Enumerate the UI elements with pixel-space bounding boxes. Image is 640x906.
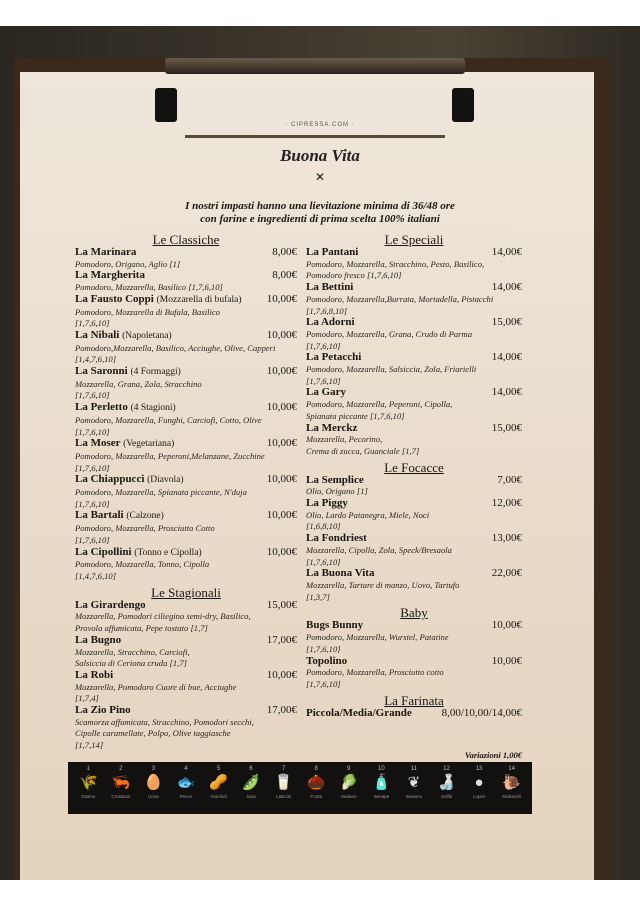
shrimp-icon: 🦐 [111, 775, 131, 791]
item-ingredients: [1,7,6,10] [306, 556, 341, 567]
utensils-icon: ✕ [314, 170, 326, 184]
allergen [73, 766, 103, 814]
item-header [306, 620, 522, 632]
item-name [306, 475, 364, 487]
item-header [75, 635, 297, 647]
item-ingredients: Pomodoro, Mozzarella, Prosciutto Cotto [75, 523, 215, 534]
item-header [75, 402, 297, 415]
menu-item [75, 294, 297, 330]
item-name-text: La Adorni [306, 316, 355, 329]
item-name-text: La Petacchi [306, 351, 362, 364]
allergen [106, 766, 136, 814]
menu-item [75, 547, 297, 583]
menu-item [306, 656, 522, 691]
item-ingredients: Pomodoro, Mozzarella, Peperoni, Cipolla, [306, 399, 453, 410]
lupin-icon: ● [474, 775, 484, 791]
item-ingredients: [1,7,4] [75, 693, 99, 704]
item-name [306, 423, 357, 435]
item-header [306, 708, 522, 720]
allergen [138, 766, 168, 814]
menu-item [75, 270, 297, 293]
allergen-number: 8 [314, 766, 318, 772]
allergen-label: Senape [373, 794, 390, 799]
item-price: 15,00€ [491, 421, 522, 434]
item-price: 10,00€ [266, 509, 297, 522]
item-name [306, 282, 353, 294]
allergen-number: 7 [281, 766, 286, 772]
menu-item [306, 620, 522, 655]
site-name: · CIPRESSA.COM · [285, 122, 355, 128]
allergen-label: Uova [148, 794, 159, 799]
allergen-number: 1 [86, 766, 90, 772]
item-name-text: La Fondriest [306, 532, 367, 545]
item-variant: (Diavola) [147, 475, 184, 486]
item-ingredients: [1,7,6,10] [75, 534, 110, 545]
item-ingredients: [1,7,14] [75, 740, 104, 751]
item-name [306, 568, 374, 580]
item-name-text: La Merckz [306, 421, 358, 434]
item-name [75, 438, 174, 451]
item-header [306, 533, 522, 545]
item-ingredients: Pomodoro, Mozzarella, Peperoni,Melanzane, Zucchine [75, 450, 265, 461]
nut-icon: 🌰 [306, 775, 326, 791]
item-name-text: La Semplice [306, 473, 364, 486]
allergen-number: 10 [378, 766, 385, 772]
clip-wire [185, 135, 445, 138]
variazioni-note: Variazioni 1,00€ [464, 750, 522, 760]
item-ingredients: [1,3,7] [306, 591, 330, 602]
item-ingredients: Pomodoro, Mozzarella, Funghi, Carciofi, Cotto, Olive [75, 414, 262, 425]
menu-item [75, 670, 297, 705]
allergen-number: 4 [184, 766, 188, 772]
allergen [236, 766, 266, 814]
soy-icon: 🫛 [241, 775, 261, 791]
item-variant: (Vegetariana) [123, 439, 175, 450]
item-price: 14,00€ [491, 246, 522, 258]
item-name [75, 366, 181, 379]
allergen-number: 6 [249, 766, 253, 772]
item-ingredients: Provola affumicata, Pepe tostato [1,7] [75, 623, 208, 634]
item-header [306, 423, 522, 435]
item-name-text: La Zio Pino [75, 704, 131, 717]
allergen [464, 766, 494, 814]
item-ingredients: Olio, Origano [1] [306, 486, 368, 497]
item-name [75, 670, 113, 682]
clip-bar [165, 58, 465, 74]
item-ingredients: [1,7,6,10] [75, 390, 110, 401]
menu-item [75, 247, 297, 270]
item-ingredients: Pomodoro, Mozzarella,Burrata, Mortadella, Pistacchi [306, 293, 494, 304]
menu-item [306, 533, 522, 568]
item-ingredients: Pomodoro,Mozzarella, Basilico, Acciughe, Olive, Capperi [75, 342, 276, 353]
allergen-label: Latticini [276, 794, 292, 799]
item-ingredients: Pomodoro, Mozzarella, Grana, Crudo di Parma [306, 328, 472, 339]
allergen-label: Sesamo [405, 794, 423, 799]
item-price: 14,00€ [491, 386, 522, 399]
allergen-label: Solfiti [440, 794, 452, 799]
item-ingredients: [1,4,7,6,10] [75, 354, 117, 365]
clip-left [155, 88, 177, 122]
allergen-number: 12 [443, 766, 450, 772]
item-price: 22,00€ [491, 567, 522, 580]
celery-icon: 🥬 [339, 775, 359, 791]
item-name [306, 387, 346, 399]
item-name-text: La Moser [75, 437, 121, 450]
sulphite-bottle-icon: 🍶 [437, 775, 456, 791]
item-ingredients: [1,7,6,10] [306, 678, 341, 689]
item-ingredients: [1,7,6,10] [75, 426, 110, 437]
item-name [306, 620, 363, 632]
item-header [306, 568, 522, 580]
item-name [75, 635, 121, 647]
menu-item [75, 510, 297, 546]
item-variant: (Napoletana) [122, 330, 172, 341]
fish-icon: 🐟 [176, 775, 196, 791]
clip-right [452, 88, 474, 122]
item-price: 15,00€ [491, 316, 522, 329]
item-ingredients: Cipolle caramellate, Polpo, Olive taggiasche [75, 728, 231, 739]
left-column [75, 230, 297, 752]
item-header [75, 438, 297, 451]
item-name-text: La Saronni [75, 365, 128, 378]
item-ingredients: [1,6,8,10] [306, 521, 341, 532]
item-ingredients: Mozzarella, Cipolla, Zola, Speck/Bresaola [306, 544, 452, 555]
item-header [75, 294, 297, 307]
section-title: Le Classiche [152, 232, 220, 247]
allergen [399, 766, 429, 814]
item-price: 10,00€ [266, 401, 297, 414]
menu-item [75, 330, 297, 366]
item-header [306, 247, 522, 259]
item-price: 10,00€ [266, 292, 297, 305]
item-price: 14,00€ [491, 351, 522, 364]
allergen-label: Sedano [341, 794, 357, 799]
menu-item [75, 474, 297, 510]
bottom-margin [0, 880, 640, 906]
item-ingredients: Mozzarella, Tartare di manzo, Uovo, Tartufo [306, 579, 460, 590]
item-variant: (4 Stagioni) [130, 403, 176, 414]
item-ingredients: Scamorza affumicata, Stracchino, Pomodori secchi, [75, 716, 254, 727]
item-name-text: Topolino [306, 654, 348, 667]
item-price: 10,00€ [266, 328, 297, 341]
item-name [75, 270, 145, 282]
item-ingredients: Crema di zucca, Guanciale [1,7] [306, 445, 420, 456]
item-header [306, 656, 522, 668]
item-header [75, 330, 297, 343]
menu-item [306, 247, 522, 282]
item-name-text: Piccola/Media/Grande [306, 706, 412, 719]
menu-item [306, 387, 522, 422]
allergen-label: Soia [246, 794, 256, 799]
item-header [306, 317, 522, 329]
item-variant: (4 Formaggi) [130, 367, 181, 378]
item-ingredients: Pomodoro, Mozzarella, Salsiccia, Zola, Friarielli [306, 364, 477, 375]
item-name-text: La Perletto [75, 401, 128, 414]
allergen [301, 766, 331, 814]
snail-icon: 🐌 [502, 775, 521, 791]
item-ingredients: Pomodoro, Mozzarella, Prosciutto cotto [306, 667, 444, 678]
item-ingredients: Pomodoro, Mozzarella di Bufala, Basilico [75, 306, 220, 317]
allergen [334, 766, 364, 814]
peanut-icon: 🥜 [209, 775, 228, 791]
allergen-number: 5 [216, 766, 221, 772]
item-price: 17,00€ [266, 633, 297, 646]
allergen-number: 2 [119, 766, 123, 772]
allergen-label: Frutta [310, 794, 323, 799]
egg-icon: 🥚 [144, 775, 163, 791]
item-header [75, 270, 297, 282]
menu-item [75, 366, 297, 402]
item-name [75, 402, 176, 415]
allergen [431, 766, 461, 814]
item-name-text: Bugs Bunny [306, 619, 364, 632]
item-ingredients: [1,4,7,6,10] [75, 570, 117, 581]
item-name-text: La Gary [306, 386, 347, 399]
item-name-text: La Cipollini [75, 545, 132, 558]
menu-item [306, 568, 522, 603]
allergen-number: 11 [410, 766, 418, 772]
item-price: 8,00€ [272, 269, 297, 282]
allergen [204, 766, 234, 814]
item-name [306, 533, 367, 545]
allergen [366, 766, 396, 814]
menu-item [306, 423, 522, 458]
item-ingredients: Spianata piccante [1,7,6,10] [306, 410, 405, 421]
section-title: Le Speciali [384, 232, 444, 247]
section-title: Baby [400, 605, 428, 621]
item-name [306, 498, 348, 510]
section-title: Le Stagionali [151, 584, 221, 600]
sesame-icon: ❦ [407, 775, 421, 791]
allergen-label: Arachidi [210, 794, 227, 799]
item-name [75, 247, 136, 259]
menu-item [306, 282, 522, 317]
menu-item [306, 352, 522, 387]
item-price: 10,00€ [491, 619, 522, 632]
item-name [75, 510, 164, 523]
item-name-text: La Nibali [75, 328, 120, 341]
item-name-text: La Chiappucci [75, 473, 145, 486]
item-price: 10,00€ [266, 545, 297, 558]
item-ingredients: [1,7,6,10] [306, 643, 341, 654]
menu-item [75, 600, 297, 635]
item-ingredients: Mozzarella, Pomodori ciliegino semi-dry, Basilico, [75, 611, 251, 622]
item-variant: (Mozzarella di bufala) [156, 294, 242, 305]
item-variant: (Calzone) [126, 511, 164, 522]
menu-item [306, 317, 522, 352]
item-ingredients: Salsiccia di Ceriona cruda [1,7] [75, 658, 187, 669]
allergen-number: 3 [151, 766, 156, 772]
item-name-text: La Margherita [75, 269, 145, 282]
item-ingredients: Pomodoro, Mozzarella, Wurstel, Patatine [306, 632, 449, 643]
item-price: 10,00€ [266, 668, 297, 681]
item-ingredients: Mozzarella, Stracchino, Carciofi, [75, 646, 190, 657]
wheat-icon: 🌾 [78, 775, 98, 791]
allergen [171, 766, 201, 814]
item-header [306, 387, 522, 399]
item-price: 10,00€ [266, 365, 297, 378]
menu-item [75, 438, 297, 474]
item-ingredients: [1,7,6,10] [306, 340, 341, 351]
item-ingredients: Pomodoro, Mozzarella, Tonno, Cipolla [75, 559, 210, 570]
item-price: 14,00€ [491, 281, 522, 294]
item-name [306, 317, 355, 329]
item-name [306, 708, 412, 720]
item-price: 8,00/10,00/14,00€ [441, 706, 522, 719]
item-header [306, 498, 522, 510]
item-header [306, 475, 522, 487]
item-price: 8,00€ [272, 246, 297, 258]
item-name-text: La Fausto Coppi [75, 292, 154, 305]
menu-item [75, 402, 297, 438]
item-name-text: La Piggy [306, 497, 348, 510]
section-title: La Farinata [384, 692, 444, 708]
item-ingredients: Mozzarella, Grana, Zola, Stracchino [75, 378, 202, 389]
item-header [306, 282, 522, 294]
item-price: 15,00€ [266, 598, 297, 611]
allergen-label: Lupini [473, 794, 486, 799]
item-name [306, 656, 347, 668]
item-name-text: La Bartali [75, 509, 124, 522]
item-variant: (Tonno e Cipolla) [134, 547, 202, 558]
item-header [75, 510, 297, 523]
brand-logo: Buona Vita [280, 146, 360, 165]
item-name [75, 294, 242, 307]
item-header [75, 600, 297, 612]
item-ingredients: Olio, Lardo Patanegra, Miele, Noci [306, 509, 430, 520]
menu-item [306, 708, 522, 720]
item-price: 10,00€ [266, 437, 297, 450]
item-header [306, 352, 522, 364]
allergen-number: 9 [347, 766, 351, 772]
item-ingredients: Pomodoro, Mozzarella, Stracchino, Pesto, Basilico, [306, 258, 485, 269]
item-price: 10,00€ [266, 473, 297, 486]
item-header [75, 247, 297, 259]
menu-item [75, 635, 297, 670]
item-name-text: La Bugno [75, 633, 122, 646]
item-name [75, 547, 202, 560]
menu-item [75, 705, 297, 752]
item-price: 12,00€ [491, 497, 522, 510]
milk-icon: 🥛 [274, 775, 293, 791]
item-ingredients: Pomodoro fresco [1,7,6,10] [306, 270, 402, 281]
item-name [306, 352, 361, 364]
item-name [75, 330, 172, 343]
item-name-text: La Bettini [306, 281, 354, 294]
item-price: 10,00€ [491, 654, 522, 667]
allergen-number: 13 [475, 766, 483, 772]
item-name-text: La Buona Vita [306, 567, 375, 580]
allergen [269, 766, 299, 814]
item-ingredients: [1,7,6,10] [75, 498, 110, 509]
item-name [306, 247, 358, 259]
allergen-number: 14 [508, 766, 515, 772]
item-price: 7,00€ [497, 473, 522, 486]
menu-item [306, 498, 522, 533]
item-price: 17,00€ [266, 704, 297, 717]
item-header [75, 705, 297, 717]
item-ingredients: Pomodoro, Mozzarella, Basilico [1,7,6,10] [75, 282, 223, 293]
allergen-label: Molluschi [502, 794, 521, 799]
allergen-label: Pesce [179, 794, 193, 799]
right-column [306, 230, 522, 719]
mustard-icon: 🧴 [372, 775, 391, 791]
allergen-label: Glutine [81, 794, 96, 799]
item-name-text: La Pantani [306, 246, 359, 258]
item-ingredients: Mozzarella, Pecorino, [306, 434, 383, 445]
item-name-text: La Marinara [75, 246, 137, 258]
item-ingredients: Pomodoro, Mozzarella, Spianata piccante, N'duja [75, 487, 247, 498]
item-ingredients: [1,7,6,8,10] [306, 305, 348, 316]
item-ingredients: Mozzarella, Pomodoro Cuore di bue, Acciughe [75, 681, 237, 692]
item-ingredients: [1,7,6,10] [306, 375, 341, 386]
tagline: I nostri impasti hanno una lievitazione minima di 36/48 ore con farine e ingredienti di prima scelta 100% italiani [185, 200, 455, 225]
item-name [75, 600, 146, 612]
item-ingredients: Pomodoro, Origano, Aglio [1] [75, 258, 181, 269]
allergen-label: Crostacei [111, 794, 131, 799]
section-title: Le Focacce [384, 459, 444, 475]
item-name [75, 474, 184, 487]
item-price: 13,00€ [491, 532, 522, 545]
menu-item [306, 475, 522, 498]
item-ingredients: [1,7,6,10] [75, 462, 110, 473]
item-header [75, 670, 297, 682]
item-name [75, 705, 131, 717]
item-header [75, 547, 297, 560]
item-name-text: La Girardengo [75, 598, 146, 611]
allergen-legend [68, 762, 532, 814]
item-header [75, 474, 297, 487]
item-name-text: La Robi [75, 668, 114, 681]
item-header [75, 366, 297, 379]
item-ingredients: [1,7,6,10] [75, 318, 110, 329]
allergen [497, 766, 527, 814]
